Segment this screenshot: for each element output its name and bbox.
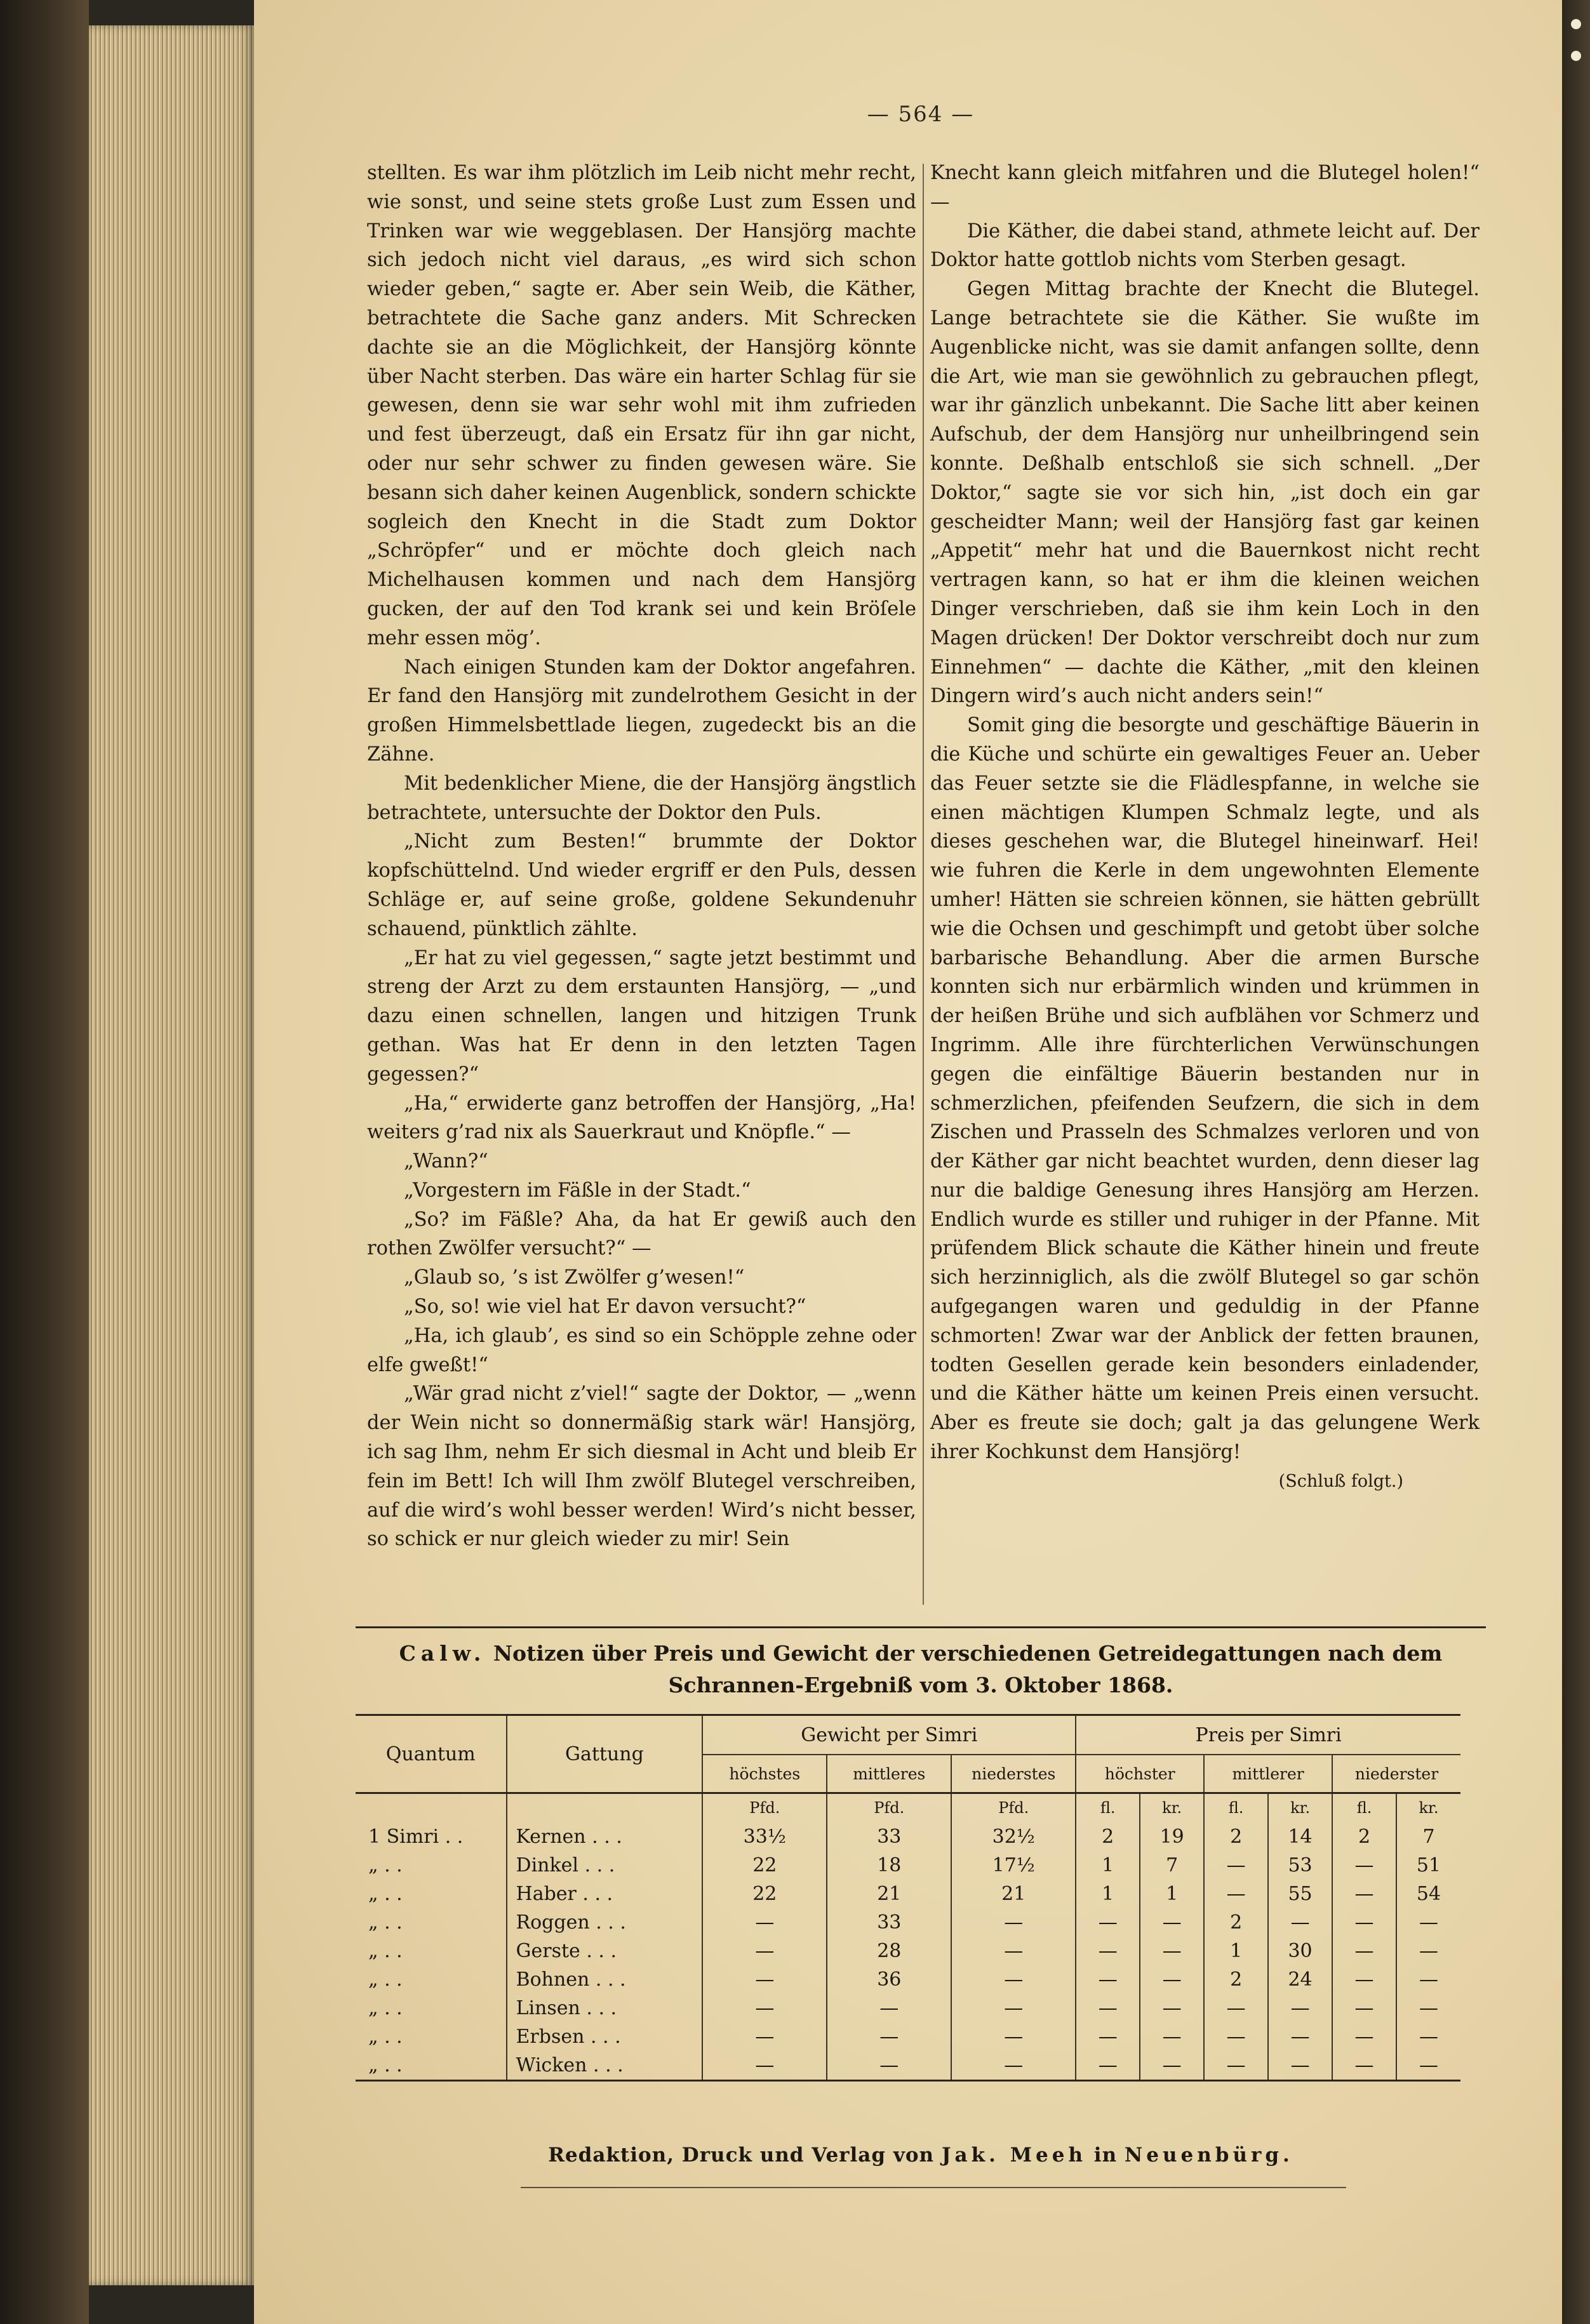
quantity-cell: „ . . bbox=[368, 1940, 403, 1962]
quantity-cell: „ . . bbox=[368, 1997, 403, 2019]
value-cell: 2 bbox=[1332, 1823, 1396, 1851]
value-cell: — bbox=[1268, 2051, 1332, 2081]
value-cell: 1 bbox=[1204, 1937, 1268, 1965]
unit-cell: kr. bbox=[1396, 1793, 1460, 1823]
value-cell: — bbox=[1396, 2022, 1460, 2051]
value-cell: — bbox=[951, 2022, 1076, 2051]
subheader-gewicht-mittleres: mittleres bbox=[827, 1755, 951, 1793]
subheader-preis-hoechster: höchster bbox=[1076, 1755, 1204, 1793]
notice-heading bbox=[356, 1638, 1486, 1701]
value-cell: 36 bbox=[827, 1965, 951, 1994]
value-cell: — bbox=[1140, 2022, 1204, 2051]
value-cell: — bbox=[1140, 1937, 1204, 1965]
section-rule bbox=[356, 1626, 1486, 1628]
value-cell: 22 bbox=[702, 1851, 827, 1880]
quantity-cell: „ . . bbox=[368, 1854, 403, 1876]
text-column-right bbox=[930, 159, 1480, 1496]
imprint-line bbox=[356, 2144, 1486, 2167]
value-cell: 1 bbox=[1140, 1880, 1204, 1908]
notice-title-line-2: Schrannen-Ergebniß vom 3. Oktober 1868. bbox=[668, 1673, 1173, 1697]
imprint-prefix: Redaktion, Druck und Verlag von bbox=[548, 2144, 935, 2167]
bottom-rule bbox=[521, 2187, 1346, 2188]
paragraph: „Wär grad nicht z’viel!“ sagte der Doktor, — „wenn der Wein nicht so donnermäßig stark wär! Hansjörg, ich sag Ihm, nehm Er sich diesmal in Acht und bleib Er fein im Bett! Ich will Ihm zwölf Blutegel verschreiben, auf die wird’s wohl besser werden! Wird’s nicht besser, so schick er nur gleich wieder zu mir! Sein bbox=[367, 1383, 916, 1551]
value-cell: — bbox=[1332, 1937, 1396, 1965]
paragraph: „Glaub so, ’s ist Zwölfer g’wesen!“ bbox=[403, 1266, 745, 1289]
subheader-gewicht-hoechstes: höchstes bbox=[702, 1755, 827, 1793]
value-cell: 2 bbox=[1204, 1965, 1268, 1994]
column-divider bbox=[923, 164, 924, 1605]
value-cell: 7 bbox=[1140, 1851, 1204, 1880]
paragraph: „So? im Fäßle? Aha, da hat Er gewiß auch den rothen Zwölfer versucht?“ — bbox=[367, 1208, 916, 1260]
value-cell: — bbox=[1204, 2022, 1268, 2051]
text-column-left bbox=[367, 159, 916, 1554]
table-row bbox=[356, 1823, 1460, 1851]
value-cell: — bbox=[951, 1965, 1076, 1994]
value-cell: — bbox=[827, 1994, 951, 2022]
value-cell: 2 bbox=[1076, 1823, 1140, 1851]
quantity-cell: „ . . bbox=[356, 2051, 507, 2081]
page-edges bbox=[89, 25, 254, 2285]
value-cell: — bbox=[1332, 1994, 1396, 2022]
value-cell: — bbox=[1076, 1965, 1140, 1994]
value-cell: — bbox=[1268, 1994, 1332, 2022]
value-cell: 1 bbox=[1076, 1880, 1140, 1908]
quantity-cell: „ . . bbox=[368, 2026, 403, 2048]
value-cell: — bbox=[1268, 2022, 1332, 2051]
value-cell: 33 bbox=[827, 1908, 951, 1937]
unit-cell: kr. bbox=[1268, 1793, 1332, 1823]
value-cell: — bbox=[951, 1994, 1076, 2022]
value-cell: — bbox=[1140, 1908, 1204, 1937]
value-cell: 1 bbox=[1076, 1851, 1140, 1880]
units-spacer bbox=[507, 1793, 703, 1823]
table-body bbox=[356, 1793, 1460, 2081]
unit-cell: Pfd. bbox=[951, 1793, 1076, 1823]
subheader-gewicht-niederstes: niederstes bbox=[951, 1755, 1076, 1793]
value-cell: — bbox=[1076, 1994, 1140, 2022]
quantity-cell: „ . . bbox=[368, 1911, 403, 1934]
book-binding bbox=[0, 0, 89, 2324]
value-cell: — bbox=[1140, 1994, 1204, 2022]
value-cell: 33 bbox=[827, 1823, 951, 1851]
quantity-cell: „ . . bbox=[368, 1969, 403, 1991]
paragraph: „Nicht zum Besten!“ brummte der Doktor kopfschüttelnd. Und wieder ergriff er den Puls, dessen Schläge er, auf seine große, goldene Sekundenuhr schauend, pünktlich zählte. bbox=[367, 830, 916, 940]
paragraph: Mit bedenklicher Miene, die der Hansjörg ängstlich betrachtete, untersuchte der Doktor den Puls. bbox=[367, 772, 916, 824]
value-cell: 22 bbox=[702, 1880, 827, 1908]
value-cell: — bbox=[1332, 2051, 1396, 2081]
value-cell: 19 bbox=[1140, 1823, 1204, 1851]
value-cell: — bbox=[1332, 2022, 1396, 2051]
value-cell: — bbox=[702, 2022, 827, 2051]
paragraph: „Ha,“ erwiderte ganz betroffen der Hansjörg, „Ha! weiters g’rad nix als Sauerkraut und Knöpfle.“ — bbox=[367, 1092, 916, 1144]
notice-place: Calw. bbox=[399, 1641, 486, 1666]
value-cell: — bbox=[1076, 1908, 1140, 1937]
unit-cell: fl. bbox=[1204, 1793, 1268, 1823]
paragraph: „Er hat zu viel gegessen,“ sagte jetzt bestimmt und streng der Arzt zu dem erstaunten Hansjörg, — „und dazu einen schnellen, langen und hitzigen Trunk gethan. Was hat Er denn in den letzten Tagen gegessen?“ bbox=[367, 946, 916, 1086]
unit-cell: Pfd. bbox=[702, 1793, 827, 1823]
unit-cell: fl. bbox=[1076, 1793, 1140, 1823]
right-page-edge bbox=[1562, 0, 1590, 2324]
value-cell: — bbox=[1396, 1908, 1460, 1937]
value-cell: — bbox=[1396, 1965, 1460, 1994]
punch-hole bbox=[1571, 19, 1581, 29]
value-cell: 7 bbox=[1396, 1823, 1460, 1851]
grain-cell: Bohnen . . . bbox=[507, 1965, 703, 1994]
header-quantum: Quantum bbox=[356, 1715, 507, 1793]
table-row bbox=[356, 2051, 1460, 2081]
table-row bbox=[356, 1880, 1460, 1908]
value-cell: 21 bbox=[827, 1880, 951, 1908]
value-cell: — bbox=[951, 2051, 1076, 2081]
value-cell: — bbox=[1204, 1880, 1268, 1908]
paragraph: Knecht kann gleich mitfahren und die Blutegel holen!“ — bbox=[930, 162, 1480, 213]
value-cell: — bbox=[1332, 1880, 1396, 1908]
table-row bbox=[356, 1994, 1460, 2022]
value-cell: — bbox=[1204, 1851, 1268, 1880]
value-cell: — bbox=[1332, 1965, 1396, 1994]
value-cell: — bbox=[702, 1937, 827, 1965]
grain-cell: Wicken . . . bbox=[507, 2051, 703, 2081]
value-cell: — bbox=[1076, 2022, 1140, 2051]
imprint-place: Neuenbürg. bbox=[1124, 2144, 1293, 2167]
page-number: — 564 — bbox=[867, 102, 975, 127]
value-cell: — bbox=[827, 2051, 951, 2081]
table-row bbox=[356, 2022, 1460, 2051]
value-cell: — bbox=[702, 1965, 827, 1994]
value-cell: 55 bbox=[1268, 1880, 1332, 1908]
value-cell: — bbox=[1140, 2051, 1204, 2081]
value-cell: 28 bbox=[827, 1937, 951, 1965]
paragraph: „Ha, ich glaub’, es sind so ein Schöpple zehne oder elfe gweßt!“ bbox=[367, 1324, 916, 1376]
units-spacer bbox=[356, 1793, 507, 1823]
table-row bbox=[356, 1851, 1460, 1880]
header-gattung: Gattung bbox=[507, 1715, 703, 1793]
value-cell: 17½ bbox=[951, 1851, 1076, 1880]
header-gewicht: Gewicht per Simri bbox=[702, 1715, 1076, 1755]
paragraph: Die Käther, die dabei stand, athmete leicht auf. Der Doktor hatte gottlob nichts vom Sterben gesagt. bbox=[930, 220, 1480, 272]
value-cell: — bbox=[1204, 2051, 1268, 2081]
paragraph: „Vorgestern im Fäßle in der Stadt.“ bbox=[403, 1179, 751, 1202]
continued-note: (Schluß folgt.) bbox=[1278, 1471, 1403, 1491]
value-cell: — bbox=[1332, 1908, 1396, 1937]
value-cell: — bbox=[1204, 1994, 1268, 2022]
paragraph: „So, so! wie viel hat Er davon versucht?“ bbox=[403, 1296, 806, 1318]
unit-cell: kr. bbox=[1140, 1793, 1204, 1823]
unit-cell: Pfd. bbox=[827, 1793, 951, 1823]
value-cell: — bbox=[1140, 1965, 1204, 1994]
value-cell: 21 bbox=[951, 1880, 1076, 1908]
value-cell: — bbox=[827, 2022, 951, 2051]
value-cell: — bbox=[702, 1908, 827, 1937]
grain-cell: Linsen . . . bbox=[507, 1994, 703, 2022]
imprint-publisher: Jak. Meeh bbox=[941, 2144, 1086, 2167]
value-cell: 18 bbox=[827, 1851, 951, 1880]
value-cell: — bbox=[702, 1994, 827, 2022]
grain-cell: Dinkel . . . bbox=[507, 1851, 703, 1880]
value-cell: — bbox=[1396, 2051, 1460, 2081]
imprint-mid: in bbox=[1093, 2144, 1118, 2167]
notice-title-line-1: Notizen über Preis und Gewicht der verschiedenen Getreidegattungen nach dem bbox=[493, 1641, 1443, 1666]
value-cell: 54 bbox=[1396, 1880, 1460, 1908]
value-cell: 53 bbox=[1268, 1851, 1332, 1880]
grain-price-table bbox=[356, 1714, 1460, 2082]
paragraph: Gegen Mittag brachte der Knecht die Blutegel. Lange betrachtete sie die Käther. Sie wußte im Augenblicke nicht, was sie damit anfangen sollte, denn die Art, wie man sie gewöhnlich zu gebrauchen pflegt, war ihr gänzlich unbekannt. Die Sache litt aber keinen Aufschub, der dem Hansjörg nur unheilbringend sein konnte. Deßhalb entschloß sie sich schnell. „Der Doktor,“ sagte sie vor sich hin, „ist doch ein gar gescheidter Mann; weil der Hansjörg fast gar keinen „Appetit“ mehr hat und die Bauernkost nicht recht vertragen kann, so hat er ihm die kleinen weichen Dinger verschrieben, daß sie ihm kein Loch in den Magen drücken! Der Doktor verschreibt doch nur zum Einnehmen“ — dachte die Käther, „mit den kleinen Dingern wird’s auch nicht anders sein!“ bbox=[930, 278, 1480, 708]
value-cell: — bbox=[1396, 1994, 1460, 2022]
table-row bbox=[356, 1965, 1460, 1994]
grain-cell: Gerste . . . bbox=[507, 1937, 703, 1965]
table-row bbox=[356, 1908, 1460, 1937]
value-cell: 14 bbox=[1268, 1823, 1332, 1851]
value-cell: — bbox=[1076, 1937, 1140, 1965]
grain-cell: Roggen . . . bbox=[507, 1908, 703, 1937]
value-cell: 51 bbox=[1396, 1851, 1460, 1880]
value-cell: 32½ bbox=[951, 1823, 1076, 1851]
value-cell: — bbox=[702, 2051, 827, 2081]
grain-cell: Kernen . . . bbox=[507, 1823, 703, 1851]
value-cell: — bbox=[1076, 2051, 1140, 2081]
value-cell: 33½ bbox=[702, 1823, 827, 1851]
grain-cell: Haber . . . bbox=[507, 1880, 703, 1908]
value-cell: 24 bbox=[1268, 1965, 1332, 1994]
paragraph: Somit ging die besorgte und geschäftige Bäuerin in die Küche und schürte ein gewaltiges Feuer an. Ueber das Feuer setzte sie die Flädlespfanne, in welche sie einen mächtigen Klumpen Schmalz legte, und als dieses geschehen war, die Blutegel hineinwarf. Hei! wie fuhren die Kerle in dem ungewohnten Elemente umher! Hätten sie schreien können, sie hätten gebrüllt wie die Ochsen und geschimpft und getobt über solche barbarische Behandlung. Aber die armen Bursche konnten sich nur erbärmlich winden und krümmen in der heißen Brühe und sich aufblähen vor Schmerz und Ingrimm. Alle ihre fürchterlichen Verwünschungen gegen die einfältige Bäuerin bestanden nur in schmerzlichen, pfeifenden Seufzern, die sich in dem Zischen und Prasseln des Schmalzes verloren und von der Käther gar nicht beachtet wurden, denn dieser lag nur die baldige Genesung ihres Hansjörg am Herzen. Endlich wurde es stiller und ruhiger in der Pfanne. Mit prüfendem Blick schaute die Käther hinein und freute sich herzinniglich, als die zwölf Blutegel so gar schön aufgegangen waren und geduldig in der Pfanne schmorten! Zwar war der Anblick der fetten braunen, todten Gesellen gerade kein besonders einladender, und die Käther hätte um keinen Preis einen versucht. Aber es freute sie doch; galt ja das gelungene Werk ihrer Kochkunst dem Hansjörg! bbox=[930, 714, 1480, 1464]
subheader-preis-niederster: niederster bbox=[1332, 1755, 1460, 1793]
units-row bbox=[356, 1793, 1460, 1823]
quantity-cell: „ . . bbox=[368, 1883, 403, 1905]
value-cell: — bbox=[1332, 1851, 1396, 1880]
value-cell: — bbox=[1396, 1937, 1460, 1965]
value-cell: — bbox=[951, 1908, 1076, 1937]
unit-cell: fl. bbox=[1332, 1793, 1396, 1823]
subheader-preis-mittlerer: mittlerer bbox=[1204, 1755, 1332, 1793]
paragraph: Nach einigen Stunden kam der Doktor angefahren. Er fand den Hansjörg mit zundelrothem Gesicht in der großen Himmelsbettlade liegen, zugedeckt bis an die Zähne. bbox=[367, 656, 916, 766]
value-cell: — bbox=[1268, 1908, 1332, 1937]
value-cell: — bbox=[951, 1937, 1076, 1965]
punch-hole bbox=[1571, 51, 1581, 61]
paragraph: „Wann?“ bbox=[403, 1150, 488, 1173]
value-cell: 30 bbox=[1268, 1937, 1332, 1965]
value-cell: 2 bbox=[1204, 1823, 1268, 1851]
header-preis: Preis per Simri bbox=[1076, 1715, 1460, 1755]
paragraph: stellten. Es war ihm plötzlich im Leib nicht mehr recht, wie sonst, und seine stets große Lust zum Essen und Trinken war wie weggeblasen. Der Hansjörg machte sich jedoch nicht viel daraus, „es wird sich schon wieder geben,“ sagte er. Aber sein Weib, die Käther, betrachtete die Sache ganz anders. Mit Schrecken dachte sie an die Möglichkeit, der Hansjörg könnte über Nacht sterben. Das wäre ein harter Schlag für sie gewesen, denn sie war sehr wohl mit ihm zufrieden und fest überzeugt, daß ein Ersatz für ihn gar nicht, oder nur sehr schwer zu finden gewesen wäre. Sie besann sich daher keinen Augenblick, sondern schickte sogleich den Knecht in die Stadt zum Doktor „Schröpfer“ und er möchte doch gleich nach Michelhausen kommen und nach dem Hansjörg gucken, der auf den Tod krank sei und kein Bröſele mehr essen mög’. bbox=[367, 162, 916, 649]
grain-cell: Erbsen . . . bbox=[507, 2022, 703, 2051]
value-cell: 2 bbox=[1204, 1908, 1268, 1937]
table-row bbox=[356, 1937, 1460, 1965]
quantity-cell: 1 Simri . . bbox=[368, 1826, 464, 1848]
